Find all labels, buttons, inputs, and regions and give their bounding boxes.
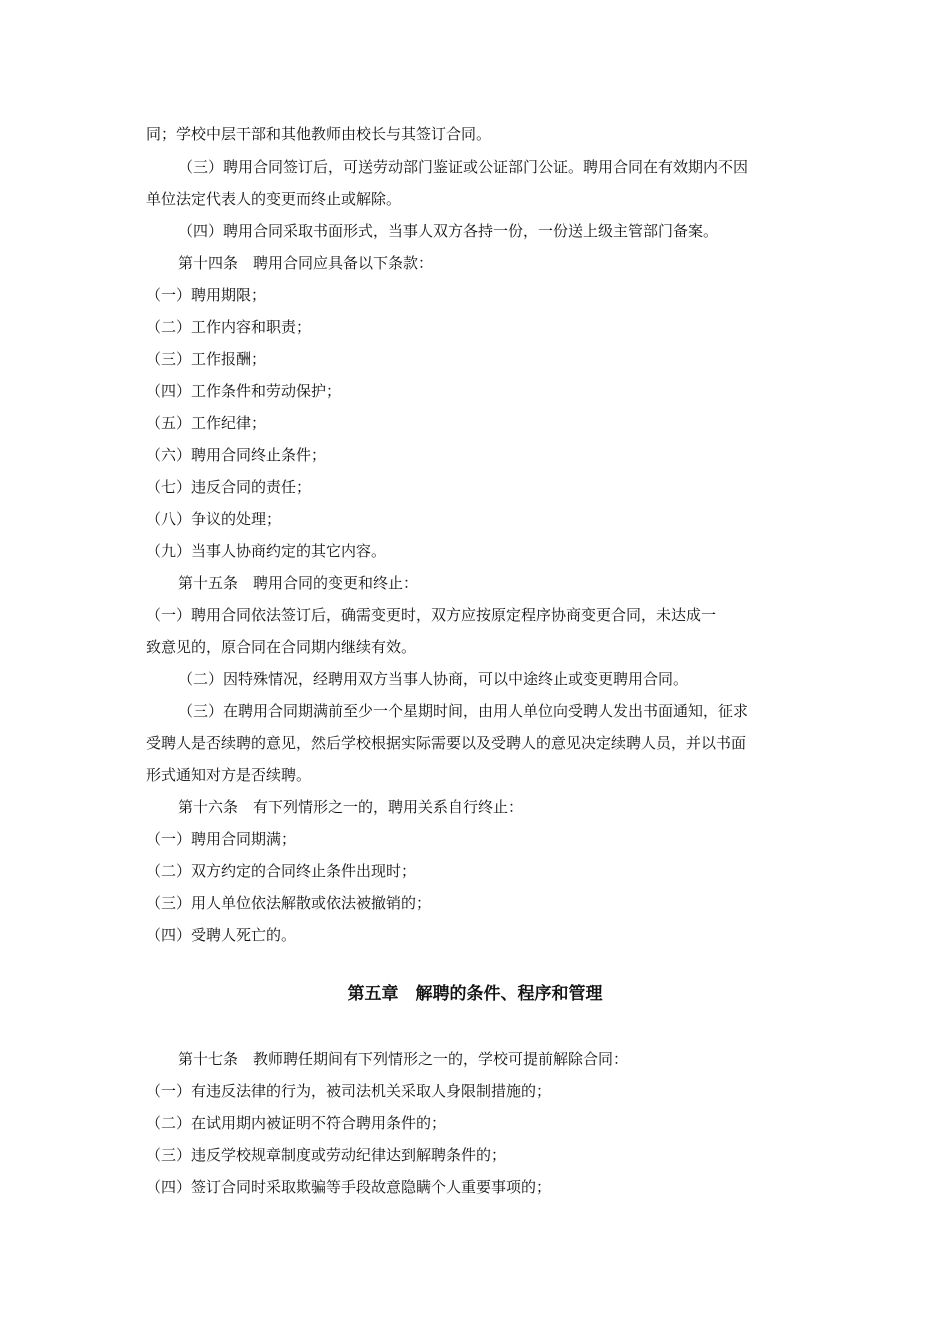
list-item: （一）有违反法律的行为，被司法机关采取人身限制措施的； (146, 1082, 552, 1100)
list-item: （一）聘用期限； (146, 286, 267, 304)
text-line: 受聘人是否续聘的意见，然后学校根据实际需要以及受聘人的意见决定续聘人员，并以书面 (146, 734, 747, 752)
list-item: （三）用人单位依法解散或依法被撤销的； (146, 894, 432, 912)
list-item: （三）工作报酬； (146, 350, 267, 368)
text-line: 同；学校中层干部和其他教师由校长与其签订合同。 (146, 125, 492, 143)
list-item: （四）工作条件和劳动保护； (146, 382, 342, 400)
text-line: （二）因特殊情况，经聘用双方当事人协商，可以中途终止或变更聘用合同。 (178, 670, 689, 688)
text-line: （一）聘用合同依法签订后，确需变更时，双方应按原定程序协商变更合同，未达成一 (146, 606, 717, 624)
list-item: （九）当事人协商约定的其它内容。 (146, 542, 387, 560)
list-item: （二）双方约定的合同终止条件出现时； (146, 862, 417, 880)
text-line: 单位法定代表人的变更而终止或解除。 (146, 190, 402, 208)
article-heading: 第十七条 教师聘任期间有下列情形之一的，学校可提前解除合同： (178, 1050, 629, 1068)
text-line: （四）聘用合同采取书面形式，当事人双方各持一份，一份送上级主管部门备案。 (178, 222, 719, 240)
list-item: （四）签订合同时采取欺骗等手段故意隐瞒个人重要事项的； (146, 1178, 552, 1196)
list-item: （三）违反学校规章制度或劳动纪律达到解聘条件的； (146, 1146, 507, 1164)
article-heading: 第十四条 聘用合同应具备以下条款： (178, 254, 434, 272)
chapter-heading: 第五章 解聘的条件、程序和管理 (347, 984, 603, 1004)
list-item: （六）聘用合同终止条件； (146, 446, 327, 464)
list-item: （七）违反合同的责任； (146, 478, 312, 496)
text-line: （三）在聘用合同期满前至少一个星期时间，由用人单位向受聘人发出书面通知，征求 (178, 702, 749, 720)
list-item: （一）聘用合同期满； (146, 830, 297, 848)
list-item: （二）工作内容和职责； (146, 318, 312, 336)
list-item: （四）受聘人死亡的。 (146, 926, 297, 944)
article-heading: 第十五条 聘用合同的变更和终止： (178, 574, 419, 592)
text-line: （三）聘用合同签订后，可送劳动部门鉴证或公证部门公证。聘用合同在有效期内不因 (178, 158, 749, 176)
list-item: （二）在试用期内被证明不符合聘用条件的； (146, 1114, 447, 1132)
article-heading: 第十六条 有下列情形之一的，聘用关系自行终止： (178, 798, 524, 816)
text-line: 形式通知对方是否续聘。 (146, 766, 312, 784)
text-line: 致意见的，原合同在合同期内继续有效。 (146, 638, 417, 656)
list-item: （八）争议的处理； (146, 510, 282, 528)
list-item: （五）工作纪律； (146, 414, 267, 432)
